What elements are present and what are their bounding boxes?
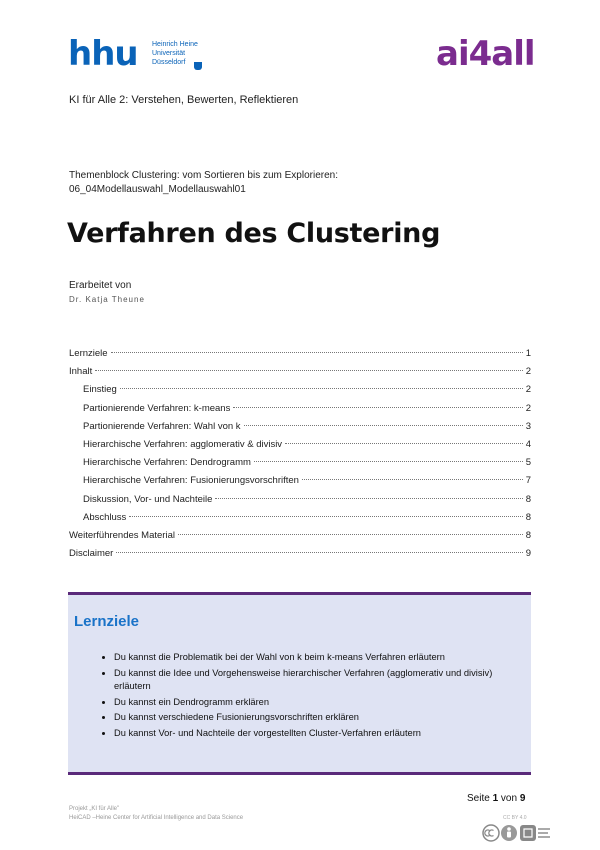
- module-code: 06_04Modellauswahl_Modellauswahl01: [69, 184, 246, 195]
- learning-goals-box: [68, 592, 531, 775]
- document-title: Verfahren des Clustering: [67, 218, 441, 249]
- topic-block: Themenblock Clustering: vom Sortieren bis zum Explorieren:: [69, 170, 338, 181]
- page-number: Seite 1 von 9: [467, 793, 526, 804]
- ai4all-logo-text: ai4all: [436, 34, 535, 72]
- hhu-line-1: Heinrich Heine: [152, 41, 198, 48]
- license-icons: [482, 822, 552, 844]
- toc-entry-dendrogramm[interactable]: Hierarchische Verfahren: Dendrogramm 5: [83, 457, 531, 469]
- learning-goal-item: • Du kannst Vor- und Nachteile der vorgestellten Cluster-Verfahren erläutern: [114, 727, 524, 741]
- hhu-logo-text: [152, 40, 198, 67]
- learning-goal-item: • Du kannst die Idee und Vorgehensweise hierarchischer Verfahren (agglomerativ und divisiv) erläutern: [114, 667, 524, 694]
- hhu-logo-dot: [194, 62, 202, 70]
- toc-entry-weiterfuehrendes-material[interactable]: Weiterführendes Material 8: [69, 529, 531, 541]
- learning-goals-title: Lernziele: [74, 613, 140, 630]
- author-label: Erarbeitet von: [69, 280, 132, 291]
- cc-icon: [483, 825, 499, 841]
- hhu-line-2: Universität: [152, 50, 186, 57]
- toc-entry-agglomerativ-divisiv[interactable]: Hierarchische Verfahren: agglomerativ & divisiv 4: [83, 438, 531, 450]
- toc-entry-diskussion[interactable]: Diskussion, Vor- und Nachteile 8: [83, 493, 531, 505]
- hhu-line-3: Düsseldorf: [152, 59, 186, 66]
- hhu-logo-mark: hhu: [68, 34, 138, 74]
- hhu-logo: [68, 36, 208, 72]
- learning-goal-item: • Du kannst ein Dendrogramm erklären: [114, 696, 524, 710]
- footer-project: Projekt „KI für Alle": [69, 806, 120, 812]
- table-of-contents: [69, 345, 531, 563]
- ai4all-logo: [436, 32, 546, 72]
- toc-entry-lernziele[interactable]: Lernziele 1: [69, 348, 531, 359]
- footer-institution: HeiCAD –Heine Center for Artificial Intelligence and Data Science: [69, 815, 244, 821]
- license-text: CC BY 4.0: [503, 815, 527, 821]
- toc-entry-fusionierungsvorschriften[interactable]: Hierarchische Verfahren: Fusionierungsvorschriften 7: [83, 475, 531, 487]
- toc-entry-inhalt[interactable]: Inhalt 2: [69, 366, 531, 378]
- learning-goals-list: [96, 651, 524, 742]
- oer-icon: [520, 825, 550, 841]
- toc-entry-wahl-von-k[interactable]: Partionierende Verfahren: Wahl von k 3: [83, 420, 531, 432]
- author-name: Dr. Katja Theune: [69, 295, 145, 304]
- course-title: KI für Alle 2: Verstehen, Bewerten, Reflektieren: [69, 94, 299, 106]
- toc-entry-einstieg[interactable]: Einstieg 2: [83, 384, 531, 396]
- toc-entry-abschluss[interactable]: Abschluss 8: [83, 511, 531, 523]
- learning-goal-item: • Du kannst die Problematik bei der Wahl von k beim k-means Verfahren erläutern: [114, 651, 524, 665]
- toc-entry-disclaimer[interactable]: Disclaimer 9: [69, 548, 531, 560]
- toc-entry-k-means[interactable]: Partionierende Verfahren: k-means 2: [83, 402, 531, 414]
- learning-goal-item: • Du kannst verschiedene Fusionierungsvorschriften erklären: [114, 711, 524, 725]
- by-icon: [501, 825, 517, 841]
